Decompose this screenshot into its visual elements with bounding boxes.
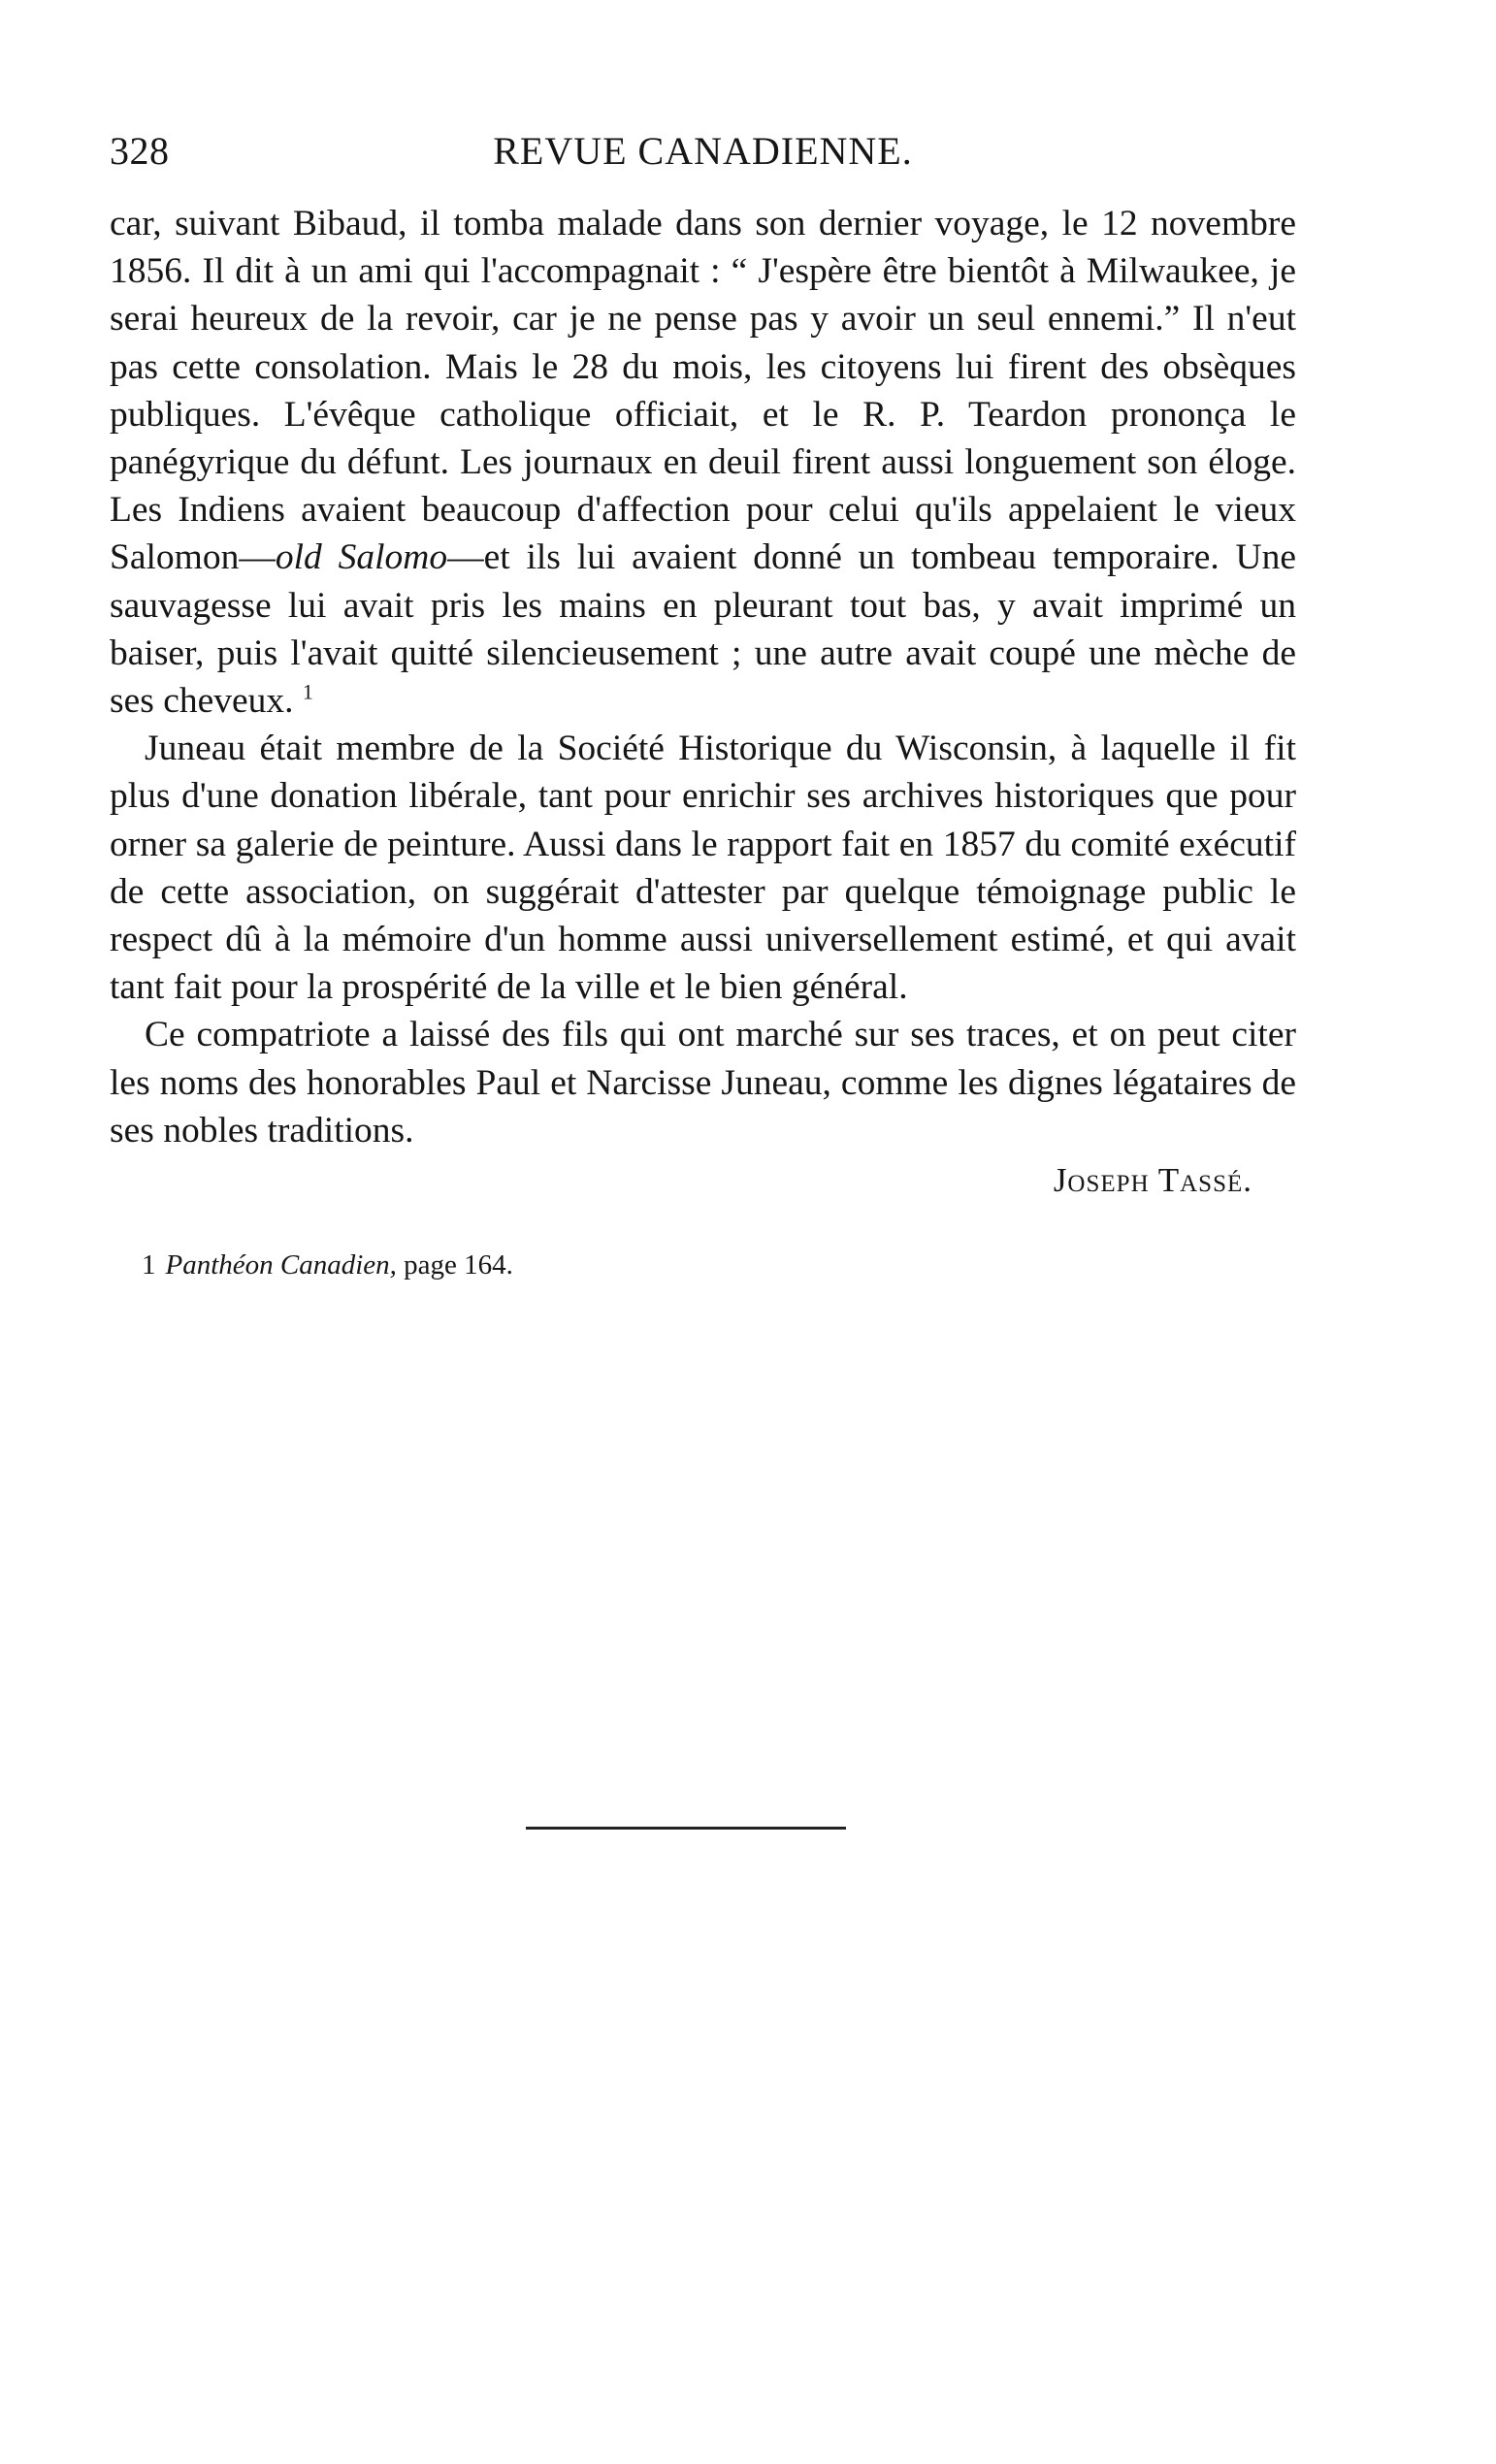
paragraph-1-text-end: —et ils lui avaient donné un tombeau temporaire. Une sauvagesse lui avait pris les mains en pleurant tout bas, y avait imprimé un baiser, puis l'avait quitté silencieusement ; une autre avait coupé une mèche de ses cheveux. (110, 537, 1297, 722)
footnote-text: page 164. (396, 1249, 513, 1281)
paragraph-3: Ce compatriote a laissé des fils qui ont marché sur ses traces, et on peut citer les noms des honorables Paul et Narcisse Juneau, comme les dignes légataires de ses nobles traditions. (110, 1015, 1296, 1151)
footnote (110, 1246, 1296, 1284)
paragraph-1-text-start: car, suivant Bibaud, il tomba malade dans son dernier voyage, le 12 novembre 1856. Il dit à un ami qui l'accompagnait : “ J'espère être bientôt à Milwaukee, je serai heureux de la revoir, car je ne pense pas y avoir un seul ennemi.” Il n'eut pas cette consolation. Mais le 28 du mois, les citoyens lui firent des obsèques publiques. L'évêque catholique officiait, et le R. P. Teardon prononça le panégyrique du défunt. Les journaux en deuil firent aussi longuement son éloge. Les Indiens avaient beaucoup d'affection pour celui qu'ils appelaient le vieux Salomon— (110, 204, 1296, 578)
footnote-marker: 1 (302, 679, 313, 704)
paragraph-2: Juneau était membre de la Société Historique du Wisconsin, à laquelle il fit plus d'une donation libérale, tant pour enrichir ses archives historiques que pour orner sa galerie de peinture. Aussi dans le rapport fait en 1857 du comité exécutif de cette association, on suggérait d'attester par quelque témoignage public le respect dû à la mémoire d'un homme aussi universellement estimé, et qui avait tant fait pour la prospérité de la ville et le bien général. (110, 729, 1296, 1008)
end-rule (526, 1827, 846, 1830)
footnote-number: 1 (142, 1249, 156, 1281)
journal-title: REVUE CANADIENNE. (493, 129, 913, 173)
paragraph-1 (110, 200, 1296, 725)
page (110, 124, 1296, 1284)
footnote-title: Panthéon Canadien, (165, 1249, 397, 1281)
running-head (110, 124, 1296, 178)
page-number: 328 (110, 129, 170, 173)
italic-phrase: old Salomo (275, 537, 448, 578)
article-body (110, 200, 1296, 1154)
author-signature: Joseph Tassé. (1053, 1161, 1252, 1200)
